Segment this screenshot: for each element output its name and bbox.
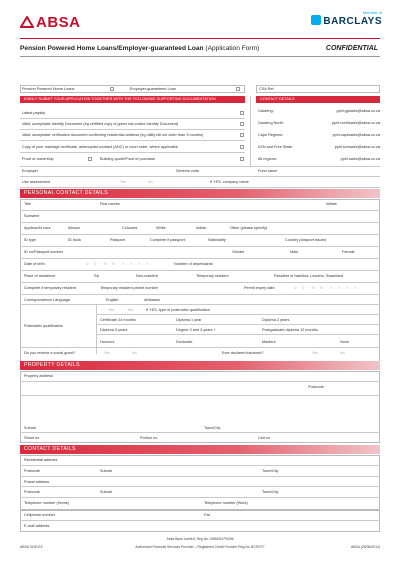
- qual-option[interactable]: Diploma 1 year: [176, 318, 202, 322]
- no-option[interactable]: No: [148, 180, 153, 184]
- doc-proof-ownership: Proof of ownership: [22, 157, 54, 161]
- postmatric-no[interactable]: No: [128, 308, 133, 312]
- language-label: Correspondence Language: [24, 298, 71, 302]
- contact-region: Cape Regions:: [258, 133, 284, 137]
- contact-region: All regions:: [258, 157, 277, 161]
- doc-checkbox[interactable]: [240, 111, 244, 115]
- cellphone-label: Cellphone number: [24, 513, 56, 517]
- gender-label: Gender: [232, 250, 245, 254]
- race-indian[interactable]: Indian: [196, 226, 207, 230]
- contact-banner: CONTACT DETAILS: [256, 96, 380, 103]
- property-postcode-label: Postcode: [308, 385, 324, 389]
- property-address-label: Property address: [24, 374, 53, 378]
- doc-checkbox[interactable]: [88, 157, 92, 161]
- lang-afrikaans[interactable]: Afrikaans: [144, 298, 160, 302]
- use-assessment-label: Use assessment: [22, 180, 51, 184]
- personal-details-box: [20, 199, 380, 366]
- contact-region: Gauteng:: [258, 109, 274, 113]
- contact-email[interactable]: pphl.sales@absa.co.za: [340, 157, 380, 161]
- initials-label: Initials: [326, 202, 337, 206]
- dob-label: Date of birth: [24, 262, 45, 266]
- form-title: Pension Powered Home Loans/Employer-guaranteed Loan (Application Form): [20, 45, 260, 52]
- pension-option: Pension Powered Home Loans: [22, 87, 75, 91]
- dependants-label: Number of dependants: [174, 262, 213, 266]
- csa-label: CSA Ref: [259, 87, 274, 91]
- country-issued-label: Country passport issued: [285, 238, 326, 242]
- yes-option[interactable]: Yes: [120, 180, 126, 184]
- contact-region: KZN and Free State:: [258, 145, 293, 149]
- employer-label: Employer: [22, 169, 39, 173]
- doc-address: Valid, acceptable verification document confirming residential address (eg utility bill not older than 3 months): [22, 133, 204, 137]
- postmatric-yes[interactable]: Yes: [108, 308, 114, 312]
- footer-reg: Absa Bank Limited, Reg No 1986/004794/06: [166, 537, 234, 541]
- temp-resident-label: Complete if temporary resident: [24, 286, 76, 290]
- postal-postcode-label: Postcode: [24, 490, 40, 494]
- residential-postcode-label: Postcode: [24, 469, 40, 473]
- qual-option[interactable]: None: [340, 340, 350, 344]
- res-non-resident[interactable]: Non-resident: [136, 274, 158, 278]
- grant-yes[interactable]: Yes: [104, 351, 110, 355]
- stand-no-label: Stand no: [24, 436, 40, 440]
- tel-home-label: Telephone number (Home): [24, 501, 70, 505]
- permit-expiry-label: Permit expiry date: [244, 286, 275, 290]
- social-grant-label: Do you receive a social grant?: [24, 351, 76, 355]
- footer-fsp: Authorised Financial Services Provider – Registered Credit Provider Reg No NCRCP7: [135, 545, 265, 549]
- application-form: ABSA Member of BARCLAYS Pension Powered Home Loans/Employer-guaranteed Loan (Application Form) CONFIDENTIAL Pension Powered Home Loans Employer-guaranteed Loan CSA Ref KINDLY SUBMIT YOUR APPLICATION TOGETHER WITH THE FOLLOWING SUPPORTING DOCUMENTATION CONTACT DETAILS Latest payslip Valid, acceptable Identity Document (eg certified copy of green bar-coded Identity Document) Valid, acceptable verification document confirming residential address (eg utility bill not older than 3 months) Copy of your marriage certificate, antenuptial contract (ANC) or court order, where applicable Proof of ownership Building quote/Proof of purchase Gauteng: pphl.gpsales@absa.co.za Gauteng North: pphl.northsales@absa.co.za Cape Regions: pphl.capesales@absa.co.za KZN and Free State: pphl.kznsales@absa.co.za All regions: pphl.sales@absa.co.za Employer Scheme code Fund name Use assessment Yes No If YES, company name PERSONAL CONTACT DETAILS Title First names Initials Surname Applicant's race African Coloured White Indian Other (please specify) ID type ID book Passport Complete if passport: Nationality Country passport issued ID no/Passport number Gender Male Female Date of birth D D M M Y Y Y Y Number of dependants Place of residence SA Non-resident Temporary resident Resident of Namibia, Lesotho, Swaziland Complete if temporary resident Temporary resident permit number Permit expiry date D D M M Y Y Y Y Correspondence Language English Afrikaans Postmatric qualification Yes No If YES, type of postmatric qualification Certificate 24 months Diploma 1 year Diploma 2 years Diploma 3 years Degree 3 and 3 years + Postgraduate diploma 12 months Honours Doctorate Masters None Do you receive a social grant? Yes No Ever declared insolvent? Yes No PROPERTY DETAILS Property address Postcode Suburb Town/City Stand no Portion no Unit no CONTACT DETAILS Residential address Postcode Suburb Town/City Postal address Postcode Suburb Town/City Telephone number (Home) Telephone number (Work) Cellphone number Fax E-mail address ABSA 3190 EX Absa Bank Limited, Reg No 1986/004794/06 Authorised Financial Services Provider – Registered Credit Provider Reg No NCRCP7 ABSA (25/06/2012): [20, 10, 382, 549]
- contact-email[interactable]: pphl.capesales@absa.co.za: [332, 133, 380, 137]
- csa-field[interactable]: [256, 85, 380, 93]
- gender-male[interactable]: Male: [290, 250, 299, 254]
- lang-english[interactable]: English: [106, 298, 119, 302]
- id-book-option[interactable]: ID book: [68, 238, 82, 242]
- barclays-logo: Member of BARCLAYS: [311, 10, 382, 27]
- residential-address-label: Residential address: [24, 458, 58, 462]
- contact-details-box: [20, 455, 380, 510]
- scheme-code-label: Scheme code: [176, 169, 200, 173]
- title-label: Title: [24, 202, 32, 206]
- grant-no[interactable]: No: [132, 351, 137, 355]
- contact-section-header: CONTACT DETAILS: [20, 445, 380, 454]
- fund-name-label: Fund name: [258, 169, 278, 173]
- confidential-label: CONFIDENTIAL: [325, 45, 378, 52]
- postal-address-label: Postal address: [24, 480, 50, 484]
- race-other[interactable]: Other (please specify): [230, 226, 268, 230]
- permit-number-label: Temporary resident permit number: [100, 286, 159, 290]
- race-label: Applicant's race: [24, 226, 51, 230]
- passport-option[interactable]: Passport: [110, 238, 125, 242]
- header-divider: [20, 38, 380, 39]
- qual-option[interactable]: Postgraduate diploma 12 months: [262, 328, 318, 332]
- tel-work-label: Telephone number (Work): [204, 501, 248, 505]
- qual-option[interactable]: Honours: [100, 340, 115, 344]
- insolvent-yes[interactable]: Yes: [312, 351, 318, 355]
- postal-town-label: Town/City: [262, 490, 279, 494]
- property-town-label: Town/City: [204, 426, 221, 430]
- first-names-label: First names: [100, 202, 120, 206]
- qual-option[interactable]: Certificate 24 months: [100, 318, 136, 322]
- doc-marriage: Copy of your marriage certificate, antenuptial contract (ANC) or court order, where applicable: [22, 145, 178, 149]
- qual-option[interactable]: Doctorate: [176, 340, 193, 344]
- contact-email[interactable]: pphl.northsales@absa.co.za: [332, 121, 380, 125]
- contact-email[interactable]: pphl.kznsales@absa.co.za: [334, 145, 380, 149]
- doc-checkbox[interactable]: [240, 157, 244, 161]
- id-number-label: ID no/Passport number: [24, 250, 64, 254]
- docs-banner: KINDLY SUBMIT YOUR APPLICATION TOGETHER WITH THE FOLLOWING SUPPORTING DOCUMENTATION: [20, 96, 245, 103]
- residential-suburb-label: Suburb: [100, 469, 113, 473]
- gender-female[interactable]: Female: [342, 250, 355, 254]
- res-temporary[interactable]: Temporary resident: [196, 274, 229, 278]
- qual-option[interactable]: Diploma 2 years: [262, 318, 290, 322]
- doc-payslip: Latest payslip: [22, 111, 46, 115]
- doc-checkbox[interactable]: [240, 122, 244, 126]
- insolvent-no[interactable]: No: [340, 351, 345, 355]
- portion-no-label: Portion no: [140, 436, 158, 440]
- race-african[interactable]: African: [68, 226, 80, 230]
- doc-checkbox[interactable]: [240, 133, 244, 137]
- unit-no-label: Unit no: [258, 436, 271, 440]
- residential-town-label: Town/City: [262, 469, 279, 473]
- form-code: ABSA 3190 EX: [20, 545, 43, 549]
- eagle-icon: [311, 15, 321, 25]
- res-sa[interactable]: SA: [94, 274, 100, 278]
- residence-label: Place of residence: [24, 274, 56, 278]
- race-coloured[interactable]: Coloured: [122, 226, 138, 230]
- fax-label: Fax: [204, 513, 211, 517]
- qual-option[interactable]: Diploma 3 years: [100, 328, 128, 332]
- race-white[interactable]: White: [156, 226, 166, 230]
- doc-checkbox[interactable]: [240, 145, 244, 149]
- surname-label: Surname: [24, 214, 40, 218]
- qual-option[interactable]: Degree 3 and 3 years +: [176, 328, 216, 332]
- absa-icon: [20, 16, 34, 28]
- res-namibia[interactable]: Resident of Namibia, Lesotho, Swaziland: [274, 274, 344, 278]
- title-divider: [20, 56, 380, 57]
- doc-building-quote: Building quote/Proof of purchase: [100, 157, 156, 161]
- insolvent-label: Ever declared insolvent?: [222, 351, 264, 355]
- email-label: E-mail address: [24, 524, 50, 528]
- qual-type-label: If YES, type of postmatric qualification: [146, 308, 210, 312]
- id-type-label: ID type: [24, 238, 37, 242]
- personal-section-header: PERSONAL CONTACT DETAILS: [20, 189, 380, 198]
- postmatric-label: Postmatric qualification: [24, 324, 64, 328]
- employer-option: Employer-guaranteed Loan: [130, 87, 177, 91]
- property-section-header: PROPERTY DETAILS: [20, 361, 380, 370]
- contact-details-box-2: [20, 510, 380, 532]
- complete-if-passport: Complete if passport:: [150, 238, 186, 242]
- contact-region: Gauteng North:: [258, 121, 284, 125]
- employer-checkbox[interactable]: [236, 87, 240, 91]
- pension-checkbox[interactable]: [110, 87, 114, 91]
- absa-logo: ABSA: [20, 14, 81, 31]
- nationality-label: Nationality: [208, 238, 226, 242]
- form-version: ABSA (25/06/2012): [350, 545, 380, 549]
- doc-id: Valid, acceptable Identity Document (eg certified copy of green bar-coded Identity Document): [22, 122, 179, 126]
- company-name-label: If YES, company name: [210, 180, 249, 184]
- contact-email[interactable]: pphl.gpsales@absa.co.za: [336, 109, 380, 113]
- postal-suburb-label: Suburb: [100, 490, 113, 494]
- qual-option[interactable]: Masters: [262, 340, 276, 344]
- property-suburb-label: Suburb: [24, 426, 37, 430]
